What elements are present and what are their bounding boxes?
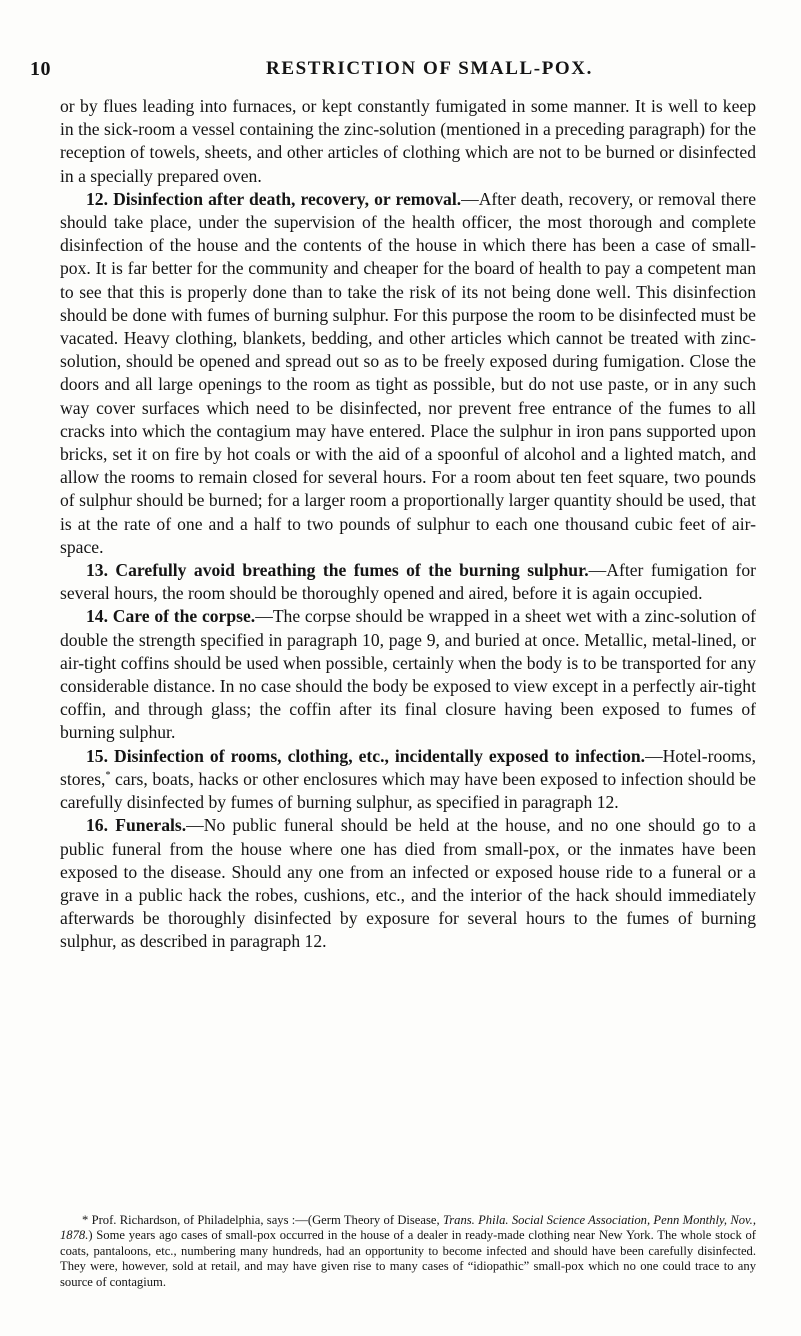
footnote-text-2: ) Some years ago cases of small-pox occurred in the house of a dealer in ready-made clothing near New York. The whole stock of coats, pantaloons, etc., numbering many hundreds, had an opportunity to become infected and should have been carefully disinfected. They were, however, sold at retail, and may have given rise to many cases of “idiopathic” small-pox which no one could trace to any source of contagium.	[60, 1228, 756, 1289]
paragraph-15-text-after: cars, boats, hacks or other enclosures which may have been exposed to infection should be carefully disinfected by fumes of burning sulphur, as specified in paragraph 12.	[60, 768, 756, 813]
footnote-text-1: Prof. Richardson, of Philadelphia, says :—(Germ Theory of Disease,	[88, 1213, 443, 1227]
running-head: RESTRICTION OF SMALL-POX.	[266, 58, 593, 79]
footnote	[60, 1213, 756, 1290]
footnote-mark: *	[82, 1213, 89, 1227]
paragraph-16	[60, 814, 756, 953]
paragraph-12-text: —After death, recovery, or removal there should take place, under the supervision of the health officer, the most thorough and complete disinfection of the house and the contents of the house in which there has been a case of small-pox. It is far better for the community and cheaper for the board of health to pay a competent man to see that this is properly done than to take the risk of its not being done well. This disinfection should be done with fumes of burning sulphur. For this purpose the room to be disinfected must be vacated. Heavy clothing, blankets, bedding, and other articles which cannot be treated with zinc-solution, should be opened and spread out so as to be freely exposed during fumigation. Close the doors and all large openings to the room as tight as possible, but do not use paste, or in any such way cover surfaces which need to be disinfected, nor prevent free entrance of the fumes to all cracks into which the contagium may have entered. Place the sulphur in iron pans supported upon bricks, set it on fire by hot coals or with the aid of a spoonful of alcohol and a lighted match, and allow the rooms to remain closed for several hours. For a room about ten feet square, two pounds of sulphur should be burned; for a larger room a proportionally larger quantity should be used, that is at the rate of one and a half to two pounds of sulphur to each one thousand cubic feet of air-space.	[60, 188, 756, 557]
paragraph-13	[60, 559, 756, 605]
body-text	[60, 95, 756, 954]
paragraph-13-heading: 13. Carefully avoid breathing the fumes of the burning sulphur.	[86, 560, 589, 581]
intro-paragraph: or by flues leading into furnaces, or kept constantly fumigated in some manner. It is well to keep in the sick-room a vessel containing the zinc-solution (mentioned in a preceding paragraph) for the reception of towels, sheets, and other articles of clothing which are not to be burned or disinfected in a specially prepared oven.	[60, 96, 756, 186]
paragraph-16-text: —No public funeral should be held at the house, and no one should go to a public funeral from the house where one has died from small-pox, or the inmates have been exposed to the disease. Should any one from an infected or exposed house ride to a funeral or a grave in a public hack the robes, cushions, etc., and the interior of the hack should immediately afterwards be thoroughly disinfected by exposure for several hours to the fumes of burning sulphur, as described in paragraph 12.	[60, 815, 756, 952]
paragraph-12	[60, 188, 756, 559]
paragraph-15-heading: 15. Disinfection of rooms, clothing, etc., incidentally exposed to infection.	[86, 745, 646, 766]
page-number: 10	[30, 58, 51, 80]
paragraph-13-text: —After fumigation for several hours, the room should be thoroughly opened and aired, before it is again occupied.	[60, 560, 756, 604]
paragraph-12-heading: 12. Disinfection after death, recovery, or removal.	[86, 188, 462, 209]
footnote-reference-mark: *	[105, 770, 111, 782]
paragraph-16-heading: 16. Funerals.	[86, 815, 187, 836]
paragraph-15	[60, 745, 756, 815]
paragraph-15-text-before: —Hotel-rooms, stores,	[60, 745, 756, 789]
footnote-citation: Trans. Phila. Social Science Association, Penn Monthly, Nov., 1878.	[60, 1213, 756, 1243]
paragraph-14-text: —The corpse should be wrapped in a sheet wet with a zinc-solution of double the strength specified in paragraph 10, page 9, and buried at once. Metallic, metal-lined, or air-tight coffins should be used when possible, certainly when the body is to be transported for any considerable distance. In no case should the body be exposed to view except in a perfectly air-tight coffin, and through glass; the coffin after its final closure having been exposed to fumes of burning sulphur.	[60, 606, 756, 743]
paragraph-14	[60, 605, 756, 744]
paragraph-14-heading: 14. Care of the corpse.	[86, 606, 256, 627]
page-header	[30, 58, 769, 82]
